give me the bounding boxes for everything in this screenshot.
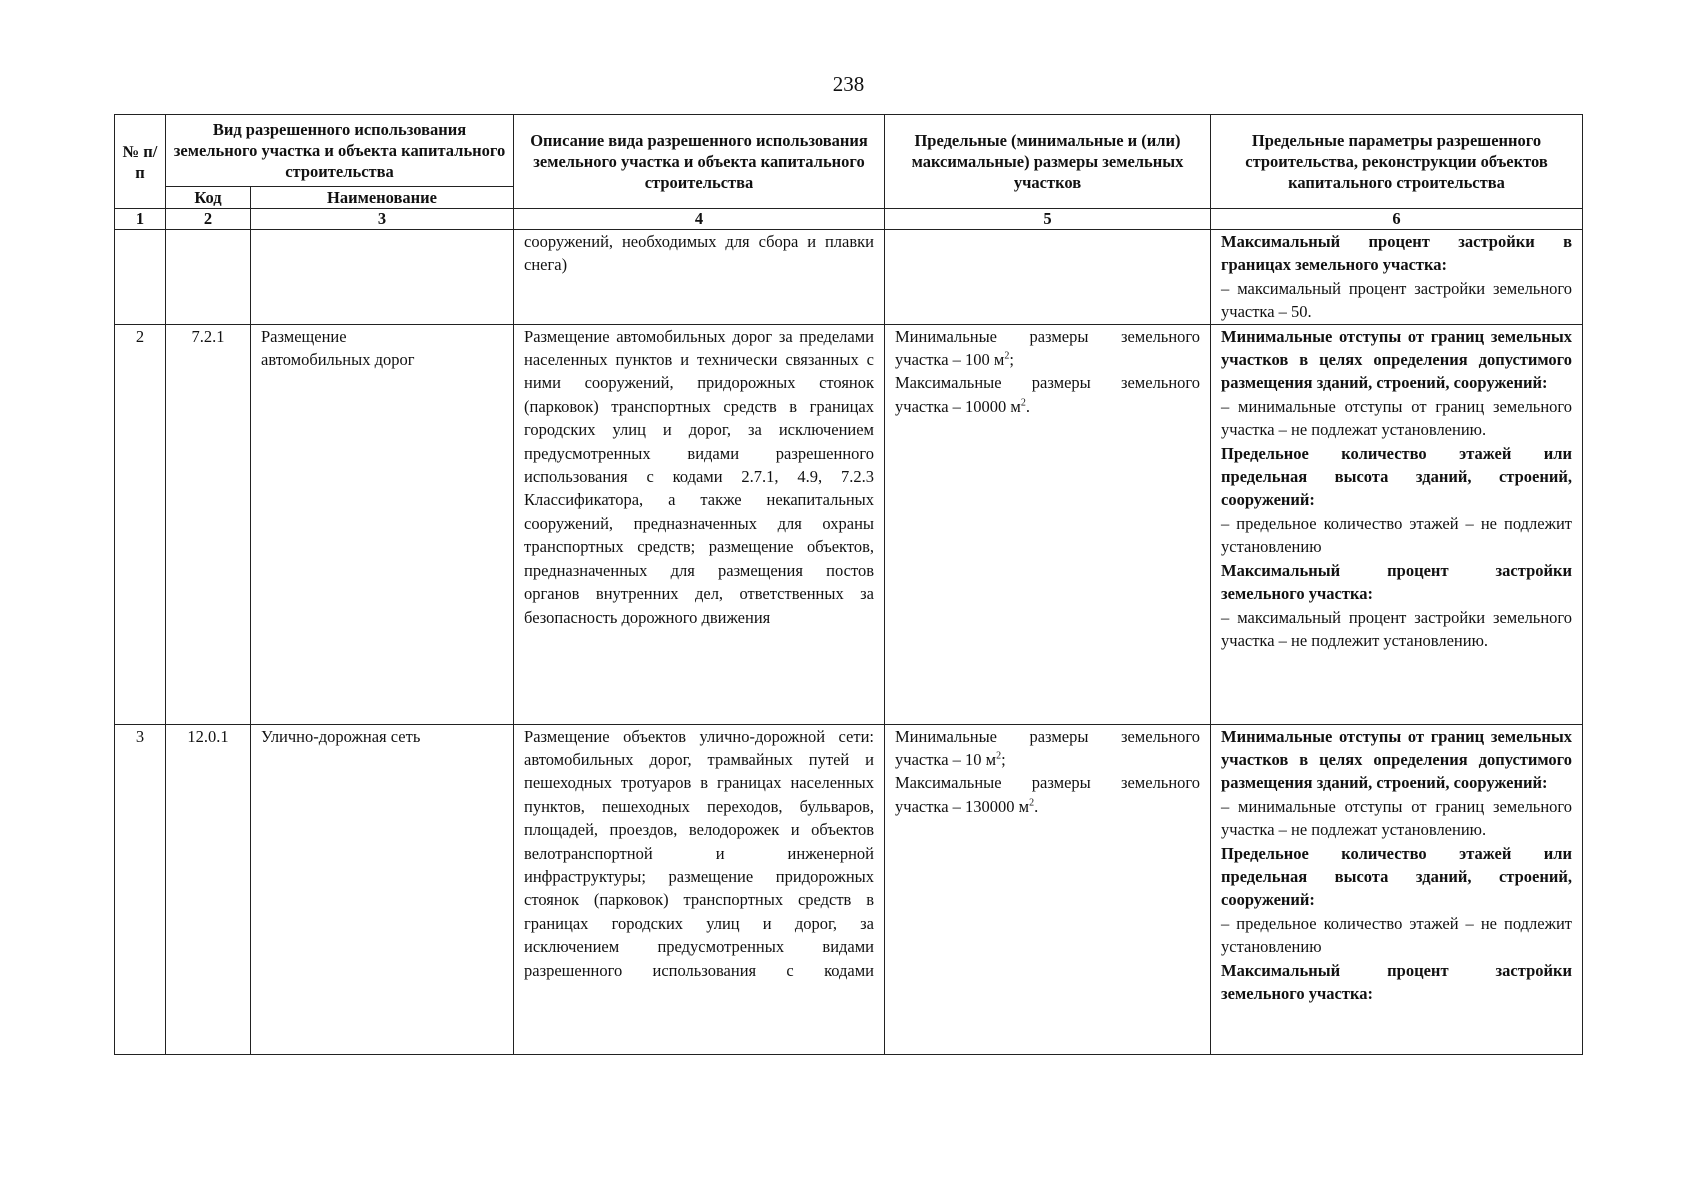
row-sizes: [885, 324, 1211, 724]
size-unit-sup: 2: [1020, 397, 1026, 409]
land-use-table: [114, 114, 1583, 1055]
size-line: [895, 771, 1200, 818]
header-sizes: Предельные (минимальные и (или) максимальные) размеры земельных участков: [885, 115, 1211, 209]
row-name: Размещение автомобильных дорог: [251, 324, 514, 724]
param-heading: Предельное количество этажей или предельная высота зданий, строений, сооружений:: [1221, 443, 1573, 510]
size-tail: .: [1025, 396, 1030, 416]
row-code: [166, 230, 251, 325]
row-desc: Размещение объектов улично-дорожной сети: автомобильных дорог, трамвайных путей и пешеходных тротуаров в границах населенных пунктов, пешеходных переходов, бульваров, площадей, проездов, велодорожек и объектов велотранспортной и инженерной инфраструктуры; размещение придорожных стоянок (парковок) транспортных средств в границах городских улиц и дорог, за исключением предусмотренных видами разрешенного использования с кодами: [514, 724, 885, 1054]
row-num: 3: [115, 724, 166, 1054]
table-row: [115, 324, 1583, 724]
row-desc: Размещение автомобильных дорог за пределами населенных пунктов и технически связанных с ними сооружений, придорожных стоянок (парковок) транспортных средств в границах городских улиц и дорог, за исключением предусмотренных видами разрешенного использования с кодами 2.7.1, 4.9, 7.2.3 Классификатора, а также некапитальных сооружений, предназначенных для охраны транспортных средств; размещение объектов, предназначенных для размещения постов органов внутренних дел, ответственных за безопасность дорожного движения: [514, 324, 885, 724]
param-value: – максимальный процент застройки земельного участка – 50.: [1221, 278, 1573, 322]
row-desc: сооружений, необходимых для сбора и плавки снега): [514, 230, 885, 325]
col-number: 4: [514, 209, 885, 230]
size-text: Максимальные размеры земельного участка – 10000 м: [895, 373, 1201, 416]
size-tail: ;: [1009, 350, 1014, 370]
size-tail: ;: [1001, 750, 1006, 770]
row-params: [1211, 724, 1583, 1054]
row-code: 12.0.1: [166, 724, 251, 1054]
param-heading: Максимальный процент застройки в границах земельного участка:: [1221, 232, 1573, 275]
size-unit-sup: 2: [1004, 350, 1010, 362]
param-value: – предельное количество этажей – не подлежит установлению: [1221, 513, 1573, 557]
row-code: 7.2.1: [166, 324, 251, 724]
param-value: – предельное количество этажей – не подлежит установлению: [1221, 913, 1573, 957]
header-kod: Код: [166, 187, 251, 209]
row-num: [115, 230, 166, 325]
col-number: 6: [1211, 209, 1583, 230]
col-number: 1: [115, 209, 166, 230]
size-line: [895, 371, 1200, 418]
row-params: [1211, 324, 1583, 724]
page-number: 238: [832, 72, 865, 96]
size-unit-sup: 2: [1029, 797, 1035, 809]
row-name: Улично-дорожная сеть: [251, 724, 514, 1054]
col-number: 2: [166, 209, 251, 230]
column-numbers-row: [115, 209, 1583, 230]
header-desc: Описание вида разрешенного использования земельного участка и объекта капитального строительства: [514, 115, 885, 209]
header-name: Наименование: [251, 187, 514, 209]
table-row: [115, 230, 1583, 325]
row-sizes: [885, 230, 1211, 325]
row-params: [1211, 230, 1583, 325]
size-line: [895, 725, 1200, 772]
param-heading: Максимальный процент застройки земельного участка:: [1221, 960, 1573, 1004]
header-num: № п/п: [115, 115, 166, 209]
param-heading: Предельное количество этажей или предельная высота зданий, строений, сооружений:: [1221, 843, 1573, 910]
param-value: – максимальный процент застройки земельного участка – не подлежит установлению.: [1221, 607, 1573, 650]
param-heading: Минимальные отступы от границ земельных участков в целях определения допустимого размещения зданий, строений, сооружений:: [1221, 726, 1573, 793]
size-text: Минимальные размеры земельного участка – 10 м: [895, 726, 1201, 770]
table-row: [115, 724, 1583, 1054]
size-text: Максимальные размеры земельного участка – 130000 м: [895, 773, 1201, 816]
param-heading: Максимальный процент застройки земельного участка:: [1221, 560, 1573, 604]
size-line: [895, 325, 1200, 372]
row-sizes: [885, 724, 1211, 1054]
header-vid: Вид разрешенного использования земельного участка и объекта капитального строительства: [166, 115, 514, 187]
col-number: 3: [251, 209, 514, 230]
size-unit-sup: 2: [996, 750, 1002, 762]
size-tail: .: [1034, 796, 1039, 816]
size-text: Минимальные размеры земельного участка – 100 м: [895, 326, 1201, 370]
param-value: – минимальные отступы от границ земельного участка – не подлежат установлению.: [1221, 396, 1573, 440]
param-value: – минимальные отступы от границ земельного участка – не подлежат установлению.: [1221, 796, 1573, 840]
row-name: [251, 230, 514, 325]
header-params: Предельные параметры разрешенного строительства, реконструкции объектов капитального строительства: [1211, 115, 1583, 209]
col-number: 5: [885, 209, 1211, 230]
param-heading: Минимальные отступы от границ земельных участков в целях определения допустимого размещения зданий, строений, сооружений:: [1221, 326, 1573, 393]
row-num: 2: [115, 324, 166, 724]
